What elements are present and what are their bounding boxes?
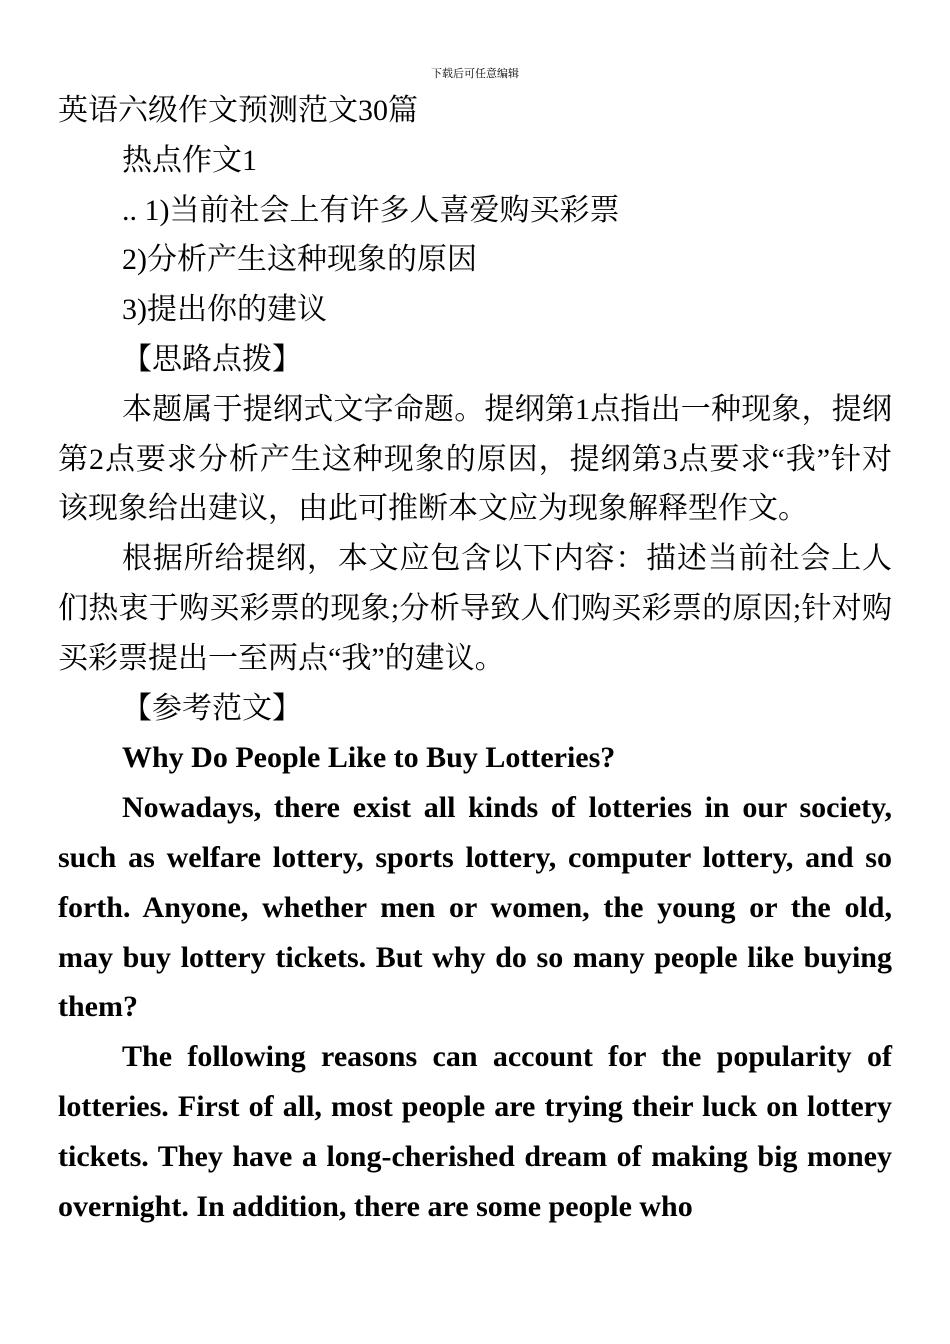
topic-heading: 热点作文1	[122, 143, 257, 177]
essay-title: Why Do People Like to Buy Lotteries?	[122, 741, 616, 775]
analysis-paragraph-1: 本题属于提纲式文字命题。提纲第1点指出一种现象，提纲第2点要求分析产生这种现象的原因，提纲第3点要求“我”针对该现象给出建议，由此可推断本文应为现象解释型作文。	[58, 392, 892, 526]
document-title: 英语六级作文预测范文30篇	[58, 94, 418, 127]
essay-paragraph-2: The following reasons can account for the popularity of lotteries. First of all, most people are trying their luck on lottery tickets. They have a long-cherished dream of making big money overnight. In addition, there are some people who	[58, 1040, 892, 1223]
analysis-heading: 【思路点拨】	[122, 342, 302, 376]
essay-paragraph-1: Nowadays, there exist all kinds of lotteries in our society, such as welfare lottery, sports lottery, computer lottery, and so forth. Anyone, whether men or women, the young or the old, may buy lottery tickets. But why do so many people like buying them?	[58, 791, 892, 1024]
outline-item-3: 3)提出你的建议	[122, 293, 327, 327]
sample-heading: 【参考范文】	[122, 691, 302, 725]
outline-item-2: 2)分析产生这种现象的原因	[122, 243, 477, 277]
analysis-paragraph-2: 根据所给提纲，本文应包含以下内容：描述当前社会上人们热衷于购买彩票的现象;分析导致人们购买彩票的原因;针对购买彩票提出一至两点“我”的建议。	[58, 542, 892, 675]
outline-item-1: .. 1)当前社会上有许多人喜爱购买彩票	[122, 193, 620, 227]
header-note: 下载后可任意编辑	[431, 67, 519, 80]
document-body	[58, 86, 892, 1231]
